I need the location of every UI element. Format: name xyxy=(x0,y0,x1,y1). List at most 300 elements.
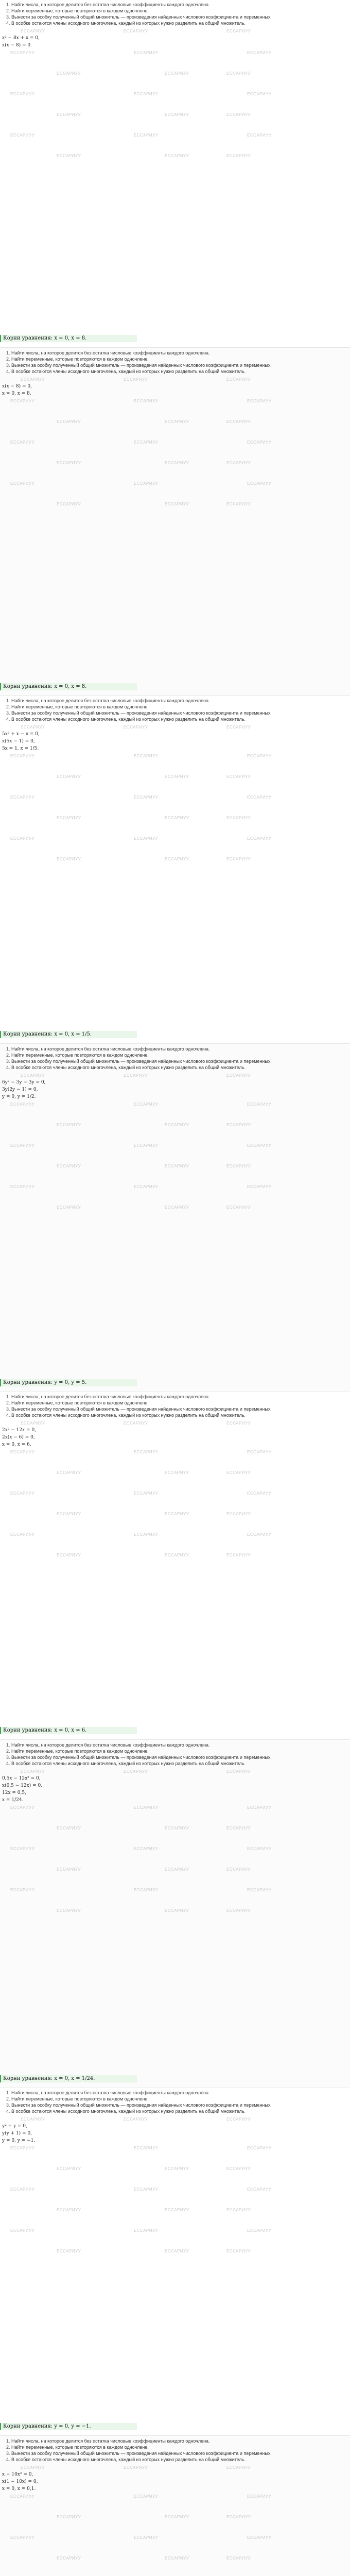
watermark: ЕССАРИУУ xyxy=(57,2515,81,2519)
watermark: ЕССАРИУУ xyxy=(226,857,251,861)
solution-block xyxy=(0,696,350,1044)
watermark: ЕССАРИУУ xyxy=(10,2494,35,2499)
step-number: 2. xyxy=(6,704,10,709)
step-number: 1. xyxy=(6,698,10,703)
watermark: ЕССАРИУУ xyxy=(247,92,272,96)
watermark: ЕССАРИУУ xyxy=(226,1908,251,1913)
watermark: ЕССАРИУУ xyxy=(165,1512,189,1516)
watermark: ЕССАРИУУ xyxy=(247,2146,272,2150)
step-text: Найти переменные, которые повторяются в каждом одночлене. xyxy=(11,8,149,13)
watermark: ЕССАРИУУ xyxy=(165,857,189,861)
step-number: 2. xyxy=(6,2096,10,2102)
watermark: ЕССАРИУУ xyxy=(124,377,148,382)
watermark: ЕССАРИУУ xyxy=(226,461,251,465)
watermark: ЕССАРИУУ xyxy=(57,2556,81,2561)
watermark: ЕССАРИУУ xyxy=(10,440,35,445)
divider xyxy=(0,1739,350,1740)
step-text: Найти переменные, которые повторяются в каждом одночлене. xyxy=(11,357,149,362)
watermark: ЕССАРИУУ xyxy=(134,2187,159,2192)
watermark: ЕССАРИУУ xyxy=(226,1470,251,1475)
algorithm-step xyxy=(6,1046,210,1052)
watermark: ЕССАРИУУ xyxy=(57,1512,81,1516)
watermark: ЕССАРИУУ xyxy=(247,1846,272,1851)
watermark: ЕССАРИУУ xyxy=(226,2465,251,2470)
step-text: Найти переменные, которые повторяются в каждом одночлене. xyxy=(11,1053,149,1058)
watermark: ЕССАРИУУ xyxy=(165,1205,189,1210)
watermark: ЕССАРИУУ xyxy=(247,399,272,403)
watermark: ЕССАРИУУ xyxy=(134,440,159,445)
watermark: ЕССАРИУУ xyxy=(134,399,159,403)
step-text: Найти числа, на которое делится без остатка числовые коэффициенты каждого одночлена. xyxy=(11,2090,210,2095)
watermark: ЕССАРИУУ xyxy=(21,2465,45,2470)
watermark: ЕССАРИУУ xyxy=(226,2515,251,2519)
algorithm-step xyxy=(6,710,272,716)
step-text: В особке остаются члены исходного многочлена, каждый из которых нужно разделить на общий множитель. xyxy=(11,21,246,26)
watermark: ЕССАРИУУ xyxy=(10,399,35,403)
step-text: Найти числа, на которое делится без остатка числовые коэффициенты каждого одночлена. xyxy=(11,2,210,7)
watermark: ЕССАРИУУ xyxy=(226,1073,251,1078)
watermark: ЕССАРИУУ xyxy=(134,1888,159,1892)
step-number: 4. xyxy=(6,2457,10,2462)
watermark: ЕССАРИУУ xyxy=(247,2535,272,2540)
watermark: ЕССАРИУУ xyxy=(247,2228,272,2233)
watermark: ЕССАРИУУ xyxy=(57,419,81,424)
watermark: ЕССАРИУУ xyxy=(247,795,272,800)
algorithm-step xyxy=(6,1413,246,1418)
watermark: ЕССАРИУУ xyxy=(226,2249,251,2253)
algorithm-step xyxy=(6,2090,210,2095)
watermark: ЕССАРИУУ xyxy=(57,1164,81,1168)
watermark: ЕССАРИУУ xyxy=(10,2187,35,2192)
step-text: Найти числа, на которое делится без остатка числовые коэффициенты каждого одночлена. xyxy=(11,1742,210,1748)
watermark: ЕССАРИУУ xyxy=(226,112,251,117)
step-number: 4. xyxy=(6,1761,10,1766)
watermark: ЕССАРИУУ xyxy=(134,481,159,486)
answer-band: Корни уравнения: x = 0, x = 1/24. xyxy=(0,2075,137,2082)
watermark: ЕССАРИУУ xyxy=(21,1073,45,1078)
watermark: ЕССАРИУУ xyxy=(124,1769,148,1774)
algorithm-step xyxy=(6,2445,149,2450)
solution-block xyxy=(0,1392,350,1740)
watermark: ЕССАРИУУ xyxy=(57,1205,81,1210)
watermark: ЕССАРИУУ xyxy=(226,1421,251,1426)
watermark: ЕССАРИУУ xyxy=(10,1491,35,1496)
step-number: 1. xyxy=(6,350,10,355)
watermark: ЕССАРИУУ xyxy=(10,836,35,841)
step-text: Вынести за особку полученный общий множитель — произведения найденных числового коэффициента и переменных. xyxy=(11,2103,272,2108)
watermark: ЕССАРИУУ xyxy=(165,419,189,424)
watermark: ЕССАРИУУ xyxy=(165,1908,189,1913)
equation-line: y = 0, y = −1. xyxy=(2,2138,36,2143)
step-text: Найти числа, на которое делится без остатка числовые коэффициенты каждого одночлена. xyxy=(11,2438,210,2444)
watermark: ЕССАРИУУ xyxy=(134,1491,159,1496)
watermark: ЕССАРИУУ xyxy=(134,1143,159,1148)
step-text: Найти числа, на которое делится без остатка числовые коэффициенты каждого одночлена. xyxy=(11,350,210,355)
equation-line: x(0,5 − 12x) = 0, xyxy=(2,1783,43,1788)
step-text: Найти переменные, которые повторяются в каждом одночлене. xyxy=(11,2445,149,2450)
equation-line: x(5x − 1) = 0, xyxy=(2,739,35,744)
step-number: 2. xyxy=(6,1053,10,1058)
step-text: Вынести за особку полученный общий множитель — произведения найденных числового коэффициента и переменных. xyxy=(11,710,272,716)
watermark: ЕССАРИУУ xyxy=(247,1805,272,1810)
watermark: ЕССАРИУУ xyxy=(10,92,35,96)
watermark: ЕССАРИУУ xyxy=(226,816,251,820)
step-text: Вынести за особку полученный общий множитель — произведения найденных числового коэффициента и переменных. xyxy=(11,363,272,368)
algorithm-step xyxy=(6,2438,210,2444)
algorithm-step xyxy=(6,1394,210,1399)
watermark: ЕССАРИУУ xyxy=(10,1143,35,1148)
watermark: ЕССАРИУУ xyxy=(134,2535,159,2540)
watermark: ЕССАРИУУ xyxy=(134,133,159,138)
divider xyxy=(0,1043,350,1044)
watermark: ЕССАРИУУ xyxy=(247,1888,272,1892)
step-number: 1. xyxy=(6,2438,10,2444)
watermark: ЕССАРИУУ xyxy=(134,1846,159,1851)
step-number: 4. xyxy=(6,1413,10,1418)
algorithm-step xyxy=(6,1053,149,1058)
watermark: ЕССАРИУУ xyxy=(57,2166,81,2171)
algorithm-step xyxy=(6,1761,246,1766)
step-number: 3. xyxy=(6,363,10,368)
watermark: ЕССАРИУУ xyxy=(247,1143,272,1148)
divider xyxy=(0,347,350,348)
watermark: ЕССАРИУУ xyxy=(134,1184,159,1189)
solution-block xyxy=(0,1044,350,1393)
watermark: ЕССАРИУУ xyxy=(57,71,81,76)
algorithm-step xyxy=(6,717,246,722)
algorithm-step xyxy=(6,2,210,7)
solution-block xyxy=(0,348,350,697)
watermark: ЕССАРИУУ xyxy=(57,502,81,506)
algorithm-step xyxy=(6,357,149,362)
algorithm-step xyxy=(6,704,149,709)
step-number: 4. xyxy=(6,369,10,374)
algorithm-step xyxy=(6,1755,272,1760)
step-text: Вынести за особку полученный общий множитель — произведения найденных числового коэффициента и переменных. xyxy=(11,1755,272,1760)
watermark: ЕССАРИУУ xyxy=(21,2117,45,2122)
watermark: ЕССАРИУУ xyxy=(57,461,81,465)
watermark: ЕССАРИУУ xyxy=(21,725,45,730)
watermark: ЕССАРИУУ xyxy=(247,1491,272,1496)
watermark: ЕССАРИУУ xyxy=(124,725,148,730)
watermark: ЕССАРИУУ xyxy=(247,836,272,841)
watermark: ЕССАРИУУ xyxy=(247,1450,272,1454)
step-text: Вынести за особку полученный общий множитель — произведения найденных числового коэффициента и переменных. xyxy=(11,1406,272,1412)
equation-line: x = 1/24. xyxy=(2,1798,24,1803)
watermark: ЕССАРИУУ xyxy=(57,154,81,158)
watermark: ЕССАРИУУ xyxy=(134,2146,159,2150)
watermark: ЕССАРИУУ xyxy=(134,2494,159,2499)
solution-block xyxy=(0,2436,350,2576)
watermark: ЕССАРИУУ xyxy=(165,1164,189,1168)
watermark: ЕССАРИУУ xyxy=(226,1512,251,1516)
answer-band: Корни уравнения: y = 0, y = 5. xyxy=(0,1379,137,1386)
watermark: ЕССАРИУУ xyxy=(21,29,45,33)
equation-line: 5x = 1, x = 1/5. xyxy=(2,746,39,751)
algorithm-step xyxy=(6,8,149,13)
watermark: ЕССАРИУУ xyxy=(165,1826,189,1831)
watermark: ЕССАРИУУ xyxy=(10,1102,35,1107)
watermark: ЕССАРИУУ xyxy=(226,502,251,506)
algorithm-step xyxy=(6,1400,149,1405)
watermark: ЕССАРИУУ xyxy=(165,2208,189,2212)
answer-band: Корни уравнения: x = 0, x = 8. xyxy=(0,683,137,690)
step-text: Найти переменные, которые повторяются в каждом одночлене. xyxy=(11,1400,149,1405)
watermark: ЕССАРИУУ xyxy=(57,1826,81,1831)
watermark: ЕССАРИУУ xyxy=(247,440,272,445)
equation-line: x(x − 8) = 0. xyxy=(2,43,32,48)
watermark: ЕССАРИУУ xyxy=(165,2166,189,2171)
algorithm-step xyxy=(6,369,246,374)
algorithm-step xyxy=(6,14,272,20)
step-number: 1. xyxy=(6,2090,10,2095)
step-number: 2. xyxy=(6,1749,10,1754)
watermark: ЕССАРИУУ xyxy=(57,2249,81,2253)
solution-block xyxy=(0,1740,350,2089)
watermark: ЕССАРИУУ xyxy=(57,2208,81,2212)
watermark: ЕССАРИУУ xyxy=(165,2556,189,2561)
watermark: ЕССАРИУУ xyxy=(226,1205,251,1210)
algorithm-step xyxy=(6,1065,246,1070)
watermark: ЕССАРИУУ xyxy=(57,112,81,117)
watermark: ЕССАРИУУ xyxy=(134,1805,159,1810)
step-number: 4. xyxy=(6,1065,10,1070)
watermark: ЕССАРИУУ xyxy=(226,154,251,158)
equation-line: 6y² − 3y − 3y = 0, xyxy=(2,1080,46,1085)
watermark: ЕССАРИУУ xyxy=(226,1826,251,1831)
watermark: ЕССАРИУУ xyxy=(226,71,251,76)
equation-line: x = 0, x = 0,1. xyxy=(2,2486,36,2492)
algorithm-step xyxy=(6,1406,272,1412)
watermark: ЕССАРИУУ xyxy=(165,1470,189,1475)
watermark: ЕССАРИУУ xyxy=(134,50,159,55)
equation-line: 0,5x − 12x² = 0, xyxy=(2,1776,41,1781)
step-text: В особке остаются члены исходного многочлена, каждый из которых нужно разделить на общий множитель. xyxy=(11,2457,246,2462)
watermark: ЕССАРИУУ xyxy=(10,795,35,800)
step-number: 4. xyxy=(6,2109,10,2114)
equation-line: y² + y = 0, xyxy=(2,2124,27,2129)
watermark: ЕССАРИУУ xyxy=(247,50,272,55)
algorithm-step xyxy=(6,350,210,355)
equation-line: 3y(2y − 1) = 0, xyxy=(2,1087,38,1092)
algorithm-step xyxy=(6,21,246,26)
step-number: 3. xyxy=(6,1059,10,1064)
step-number: 3. xyxy=(6,2103,10,2108)
watermark: ЕССАРИУУ xyxy=(165,154,189,158)
algorithm-step xyxy=(6,2109,246,2114)
step-text: Вынести за особку полученный общий множитель — произведения найденных числового коэффициента и переменных. xyxy=(11,14,272,20)
algorithm-step xyxy=(6,2457,246,2462)
step-text: Вынести за особку полученный общий множитель — произведения найденных числового коэффициента и переменных. xyxy=(11,1059,272,1064)
equation-line: x = 0, x = 8. xyxy=(2,391,31,396)
watermark: ЕССАРИУУ xyxy=(10,2228,35,2233)
watermark: ЕССАРИУУ xyxy=(134,92,159,96)
algorithm-step xyxy=(6,363,272,368)
step-number: 3. xyxy=(6,1755,10,1760)
watermark: ЕССАРИУУ xyxy=(226,29,251,33)
watermark: ЕССАРИУУ xyxy=(134,1102,159,1107)
watermark: ЕССАРИУУ xyxy=(226,774,251,779)
watermark: ЕССАРИУУ xyxy=(10,754,35,758)
equation-line: 12x = 0,5, xyxy=(2,1790,26,1795)
step-number: 3. xyxy=(6,710,10,716)
step-text: В особке остаются члены исходного многочлена, каждый из которых нужно разделить на общий множитель. xyxy=(11,1761,246,1766)
step-text: В особке остаются члены исходного многочлена, каждый из которых нужно разделить на общий множитель. xyxy=(11,1065,246,1070)
watermark: ЕССАРИУУ xyxy=(57,857,81,861)
watermark: ЕССАРИУУ xyxy=(134,836,159,841)
solution-block xyxy=(0,2088,350,2436)
watermark: ЕССАРИУУ xyxy=(165,1553,189,1557)
watermark: ЕССАРИУУ xyxy=(57,1470,81,1475)
watermark: ЕССАРИУУ xyxy=(134,1450,159,1454)
watermark: ЕССАРИУУ xyxy=(226,1867,251,1872)
watermark: ЕССАРИУУ xyxy=(247,481,272,486)
watermark: ЕССАРИУУ xyxy=(10,1184,35,1189)
watermark: ЕССАРИУУ xyxy=(21,377,45,382)
watermark: ЕССАРИУУ xyxy=(226,2117,251,2122)
watermark: ЕССАРИУУ xyxy=(124,2465,148,2470)
watermark: ЕССАРИУУ xyxy=(226,2166,251,2171)
algorithm-step xyxy=(6,1742,210,1748)
step-number: 2. xyxy=(6,1400,10,1405)
watermark: ЕССАРИУУ xyxy=(134,795,159,800)
step-number: 4. xyxy=(6,21,10,26)
watermark: ЕССАРИУУ xyxy=(247,133,272,138)
watermark: ЕССАРИУУ xyxy=(57,1123,81,1127)
algorithm-step xyxy=(6,698,210,703)
watermark: ЕССАРИУУ xyxy=(247,1532,272,1537)
equation-line: x − 10x² = 0, xyxy=(2,2472,33,2477)
watermark: ЕССАРИУУ xyxy=(10,2146,35,2150)
watermark: ЕССАРИУУ xyxy=(165,816,189,820)
watermark: ЕССАРИУУ xyxy=(226,1769,251,1774)
watermark: ЕССАРИУУ xyxy=(10,1846,35,1851)
watermark: ЕССАРИУУ xyxy=(10,1888,35,1892)
step-text: Найти числа, на которое делится без остатка числовые коэффициенты каждого одночлена. xyxy=(11,698,210,703)
watermark: ЕССАРИУУ xyxy=(247,754,272,758)
step-text: Найти числа, на которое делится без остатка числовые коэффициенты каждого одночлена. xyxy=(11,1046,210,1052)
step-number: 2. xyxy=(6,357,10,362)
watermark: ЕССАРИУУ xyxy=(134,2228,159,2233)
step-text: Вынести за особку полученный общий множитель — произведения найденных числового коэффициента и переменных. xyxy=(11,2451,272,2456)
watermark: ЕССАРИУУ xyxy=(57,774,81,779)
watermark: ЕССАРИУУ xyxy=(226,419,251,424)
watermark: ЕССАРИУУ xyxy=(57,1867,81,1872)
answer-band: Корни уравнения: y = 0, y = −1. xyxy=(0,2423,137,2430)
step-text: В особке остаются члены исходного многочлена, каждый из которых нужно разделить на общий множитель. xyxy=(11,717,246,722)
watermark: ЕССАРИУУ xyxy=(165,2515,189,2519)
watermark: ЕССАРИУУ xyxy=(165,461,189,465)
watermark: ЕССАРИУУ xyxy=(10,1450,35,1454)
algorithm-step xyxy=(6,2451,272,2456)
equation-line: x(x − 8) = 0, xyxy=(2,384,32,389)
algorithm-step xyxy=(6,2096,149,2102)
watermark: ЕССАРИУУ xyxy=(134,1532,159,1537)
solution-block xyxy=(0,0,350,348)
watermark: ЕССАРИУУ xyxy=(226,2556,251,2561)
watermark: ЕССАРИУУ xyxy=(10,1532,35,1537)
watermark: ЕССАРИУУ xyxy=(57,1553,81,1557)
step-text: В особке остаются члены исходного многочлена, каждый из которых нужно разделить на общий множитель. xyxy=(11,2109,246,2114)
step-number: 1. xyxy=(6,2,10,7)
watermark: ЕССАРИУУ xyxy=(124,1073,148,1078)
equation-line: x(1 − 10x) = 0, xyxy=(2,2479,38,2484)
step-text: Найти переменные, которые повторяются в каждом одночлене. xyxy=(11,704,149,709)
step-number: 1. xyxy=(6,1046,10,1052)
step-number: 2. xyxy=(6,2445,10,2450)
watermark: ЕССАРИУУ xyxy=(226,377,251,382)
algorithm-step xyxy=(6,2103,272,2108)
answer-band: Корни уравнения: x = 0, x = 1/5. xyxy=(0,1031,137,1038)
watermark: ЕССАРИУУ xyxy=(124,1421,148,1426)
watermark: ЕССАРИУУ xyxy=(165,774,189,779)
watermark: ЕССАРИУУ xyxy=(134,754,159,758)
watermark: ЕССАРИУУ xyxy=(165,112,189,117)
step-number: 3. xyxy=(6,14,10,20)
watermark: ЕССАРИУУ xyxy=(10,50,35,55)
step-number: 1. xyxy=(6,1742,10,1748)
step-text: Найти числа, на которое делится без остатка числовые коэффициенты каждого одночлена. xyxy=(11,1394,210,1399)
watermark: ЕССАРИУУ xyxy=(165,2249,189,2253)
step-text: Найти переменные, которые повторяются в каждом одночлене. xyxy=(11,1749,149,1754)
watermark: ЕССАРИУУ xyxy=(226,725,251,730)
equation-line: x = 0, x = 6. xyxy=(2,1442,31,1447)
equation-line: y(y + 1) = 0, xyxy=(2,2131,32,2136)
watermark: ЕССАРИУУ xyxy=(165,502,189,506)
step-number: 1. xyxy=(6,1394,10,1399)
step-number: 3. xyxy=(6,2451,10,2456)
equation-line: 2x² − 12x = 0, xyxy=(2,1428,37,1433)
watermark: ЕССАРИУУ xyxy=(124,29,148,33)
watermark: ЕССАРИУУ xyxy=(247,2494,272,2499)
watermark: ЕССАРИУУ xyxy=(57,816,81,820)
equation-line: x² − 8x + x = 0, xyxy=(2,36,40,41)
watermark: ЕССАРИУУ xyxy=(165,1867,189,1872)
watermark: ЕССАРИУУ xyxy=(10,133,35,138)
algorithm-step xyxy=(6,1059,272,1064)
answer-band: Корни уравнения: x = 0, x = 8. xyxy=(0,335,137,342)
step-text: В особке остаются члены исходного многочлена, каждый из которых нужно разделить на общий множитель. xyxy=(11,1413,246,1418)
equation-line: 2x(x − 6) = 0, xyxy=(2,1435,35,1440)
watermark: ЕССАРИУУ xyxy=(21,1769,45,1774)
watermark: ЕССАРИУУ xyxy=(226,1553,251,1557)
algorithm-step xyxy=(6,1749,149,1754)
watermark: ЕССАРИУУ xyxy=(10,481,35,486)
step-number: 4. xyxy=(6,717,10,722)
watermark: ЕССАРИУУ xyxy=(10,2535,35,2540)
divider xyxy=(0,2435,350,2436)
step-text: Найти переменные, которые повторяются в каждом одночлене. xyxy=(11,2096,149,2102)
step-text: В особке остаются члены исходного многочлена, каждый из которых нужно разделить на общий множитель. xyxy=(11,369,246,374)
watermark: ЕССАРИУУ xyxy=(226,1123,251,1127)
watermark: ЕССАРИУУ xyxy=(10,1805,35,1810)
watermark: ЕССАРИУУ xyxy=(247,1102,272,1107)
watermark: ЕССАРИУУ xyxy=(247,1184,272,1189)
watermark: ЕССАРИУУ xyxy=(226,2208,251,2212)
watermark: ЕССАРИУУ xyxy=(247,2187,272,2192)
step-number: 2. xyxy=(6,8,10,13)
watermark: ЕССАРИУУ xyxy=(226,1164,251,1168)
step-number: 3. xyxy=(6,1406,10,1412)
watermark: ЕССАРИУУ xyxy=(21,1421,45,1426)
answer-band: Корни уравнения: x = 0, x = 6. xyxy=(0,1727,137,1734)
watermark: ЕССАРИУУ xyxy=(57,1908,81,1913)
equation-line: y = 0, y = 1/2. xyxy=(2,1094,36,1099)
watermark: ЕССАРИУУ xyxy=(165,1123,189,1127)
watermark: ЕССАРИУУ xyxy=(124,2117,148,2122)
watermark: ЕССАРИУУ xyxy=(165,71,189,76)
equation-line: 5x² + x − x = 0, xyxy=(2,732,40,737)
